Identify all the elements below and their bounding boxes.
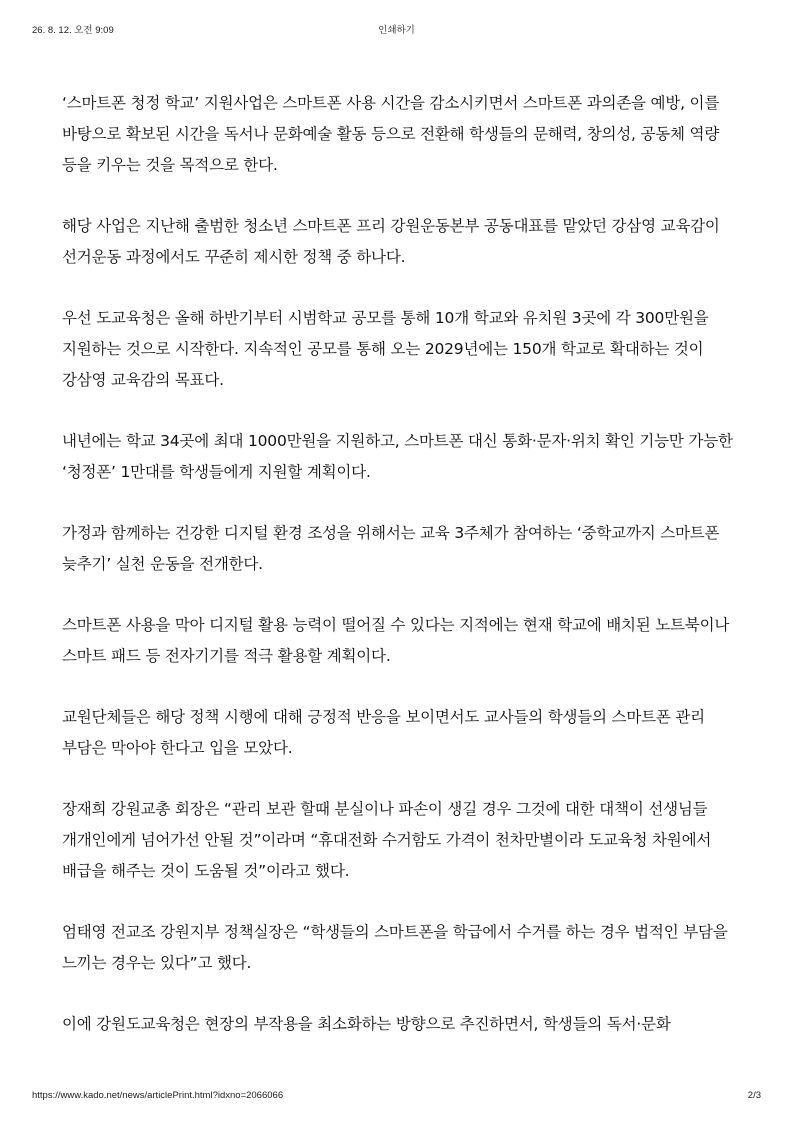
print-timestamp: 26. 8. 12. 오전 9:09 — [32, 25, 114, 36]
article-paragraph: 스마트폰 사용을 막아 디지털 활용 능력이 떨어질 수 있다는 지적에는 현재 학교에 배치된 노트북이나 스마트 패드 등 전자기기를 적극 활용할 계획이다. — [62, 616, 730, 665]
article-paragraph: 교원단체들은 해당 정책 시행에 대해 긍정적 반응을 보이면서도 교사들의 학생들의 스마트폰 관리 부담은 막아야 한다고 입을 모았다. — [62, 708, 705, 757]
article-paragraph: 가정과 함께하는 건강한 디지털 환경 조성을 위해서는 교육 3주체가 참여하는 ‘중학교까지 스마트폰 늦추기’ 실천 운동을 전개한다. — [62, 524, 720, 573]
article-paragraph: 이에 강원도교육청은 현장의 부작용을 최소화하는 방향으로 추진하면서, 학생들의 독서·문화 — [62, 1015, 671, 1033]
article-paragraph: 엄태영 전교조 강원지부 정책실장은 “학생들의 스마트폰을 학급에서 수거를 하는 경우 법적인 부담을 느끼는 경우는 있다”고 했다. — [62, 923, 728, 972]
article-body — [62, 88, 734, 1070]
article-paragraph: 내년에는 학교 34곳에 최대 1000만원을 지원하고, 스마트폰 대신 통화·문자·위치 확인 기능만 가능한 ‘청정폰’ 1만대를 학생들에게 지원할 계획이다. — [62, 432, 733, 481]
print-url: https://www.kado.net/news/articlePrint.html?idxno=2066066 — [32, 1090, 284, 1101]
article-paragraph: ‘스마트폰 청정 학교’ 지원사업은 스마트폰 사용 시간을 감소시키면서 스마트폰 과의존을 예방, 이를 바탕으로 확보된 시간을 독서나 문화예술 활동 등으로 전환해 학생들의 문해력, 창의성, 공동체 역량 등을 키우는 것을 목적으로 한다. — [62, 94, 720, 174]
article-paragraph: 장재희 강원교총 회장은 “관리 보관 할때 분실이나 파손이 생길 경우 그것에 대한 대책이 선생님들 개개인에게 넘어가선 안될 것”이라며 “휴대전화 수거함도 가격이 천차만별이라 도교육청 차원에서 배급을 해주는 것이 도움될 것”이라고 했다. — [62, 800, 712, 880]
article-paragraph: 우선 도교육청은 올해 하반기부터 시범학교 공모를 통해 10개 학교와 유치원 3곳에 각 300만원을 지원하는 것으로 시작한다. 지속적인 공모를 통해 오는 2029년에는 150개 학교로 확대하는 것이 강삼영 교육감의 목표다. — [62, 309, 709, 389]
article-paragraph: 해당 사업은 지난해 출범한 청소년 스마트폰 프리 강원운동본부 공동대표를 맡았던 강삼영 교육감이 선거운동 과정에서도 꾸준히 제시한 정책 중 하나다. — [62, 217, 720, 266]
print-title: 인쇄하기 — [378, 25, 415, 36]
page-number: 2/3 — [747, 1090, 761, 1101]
